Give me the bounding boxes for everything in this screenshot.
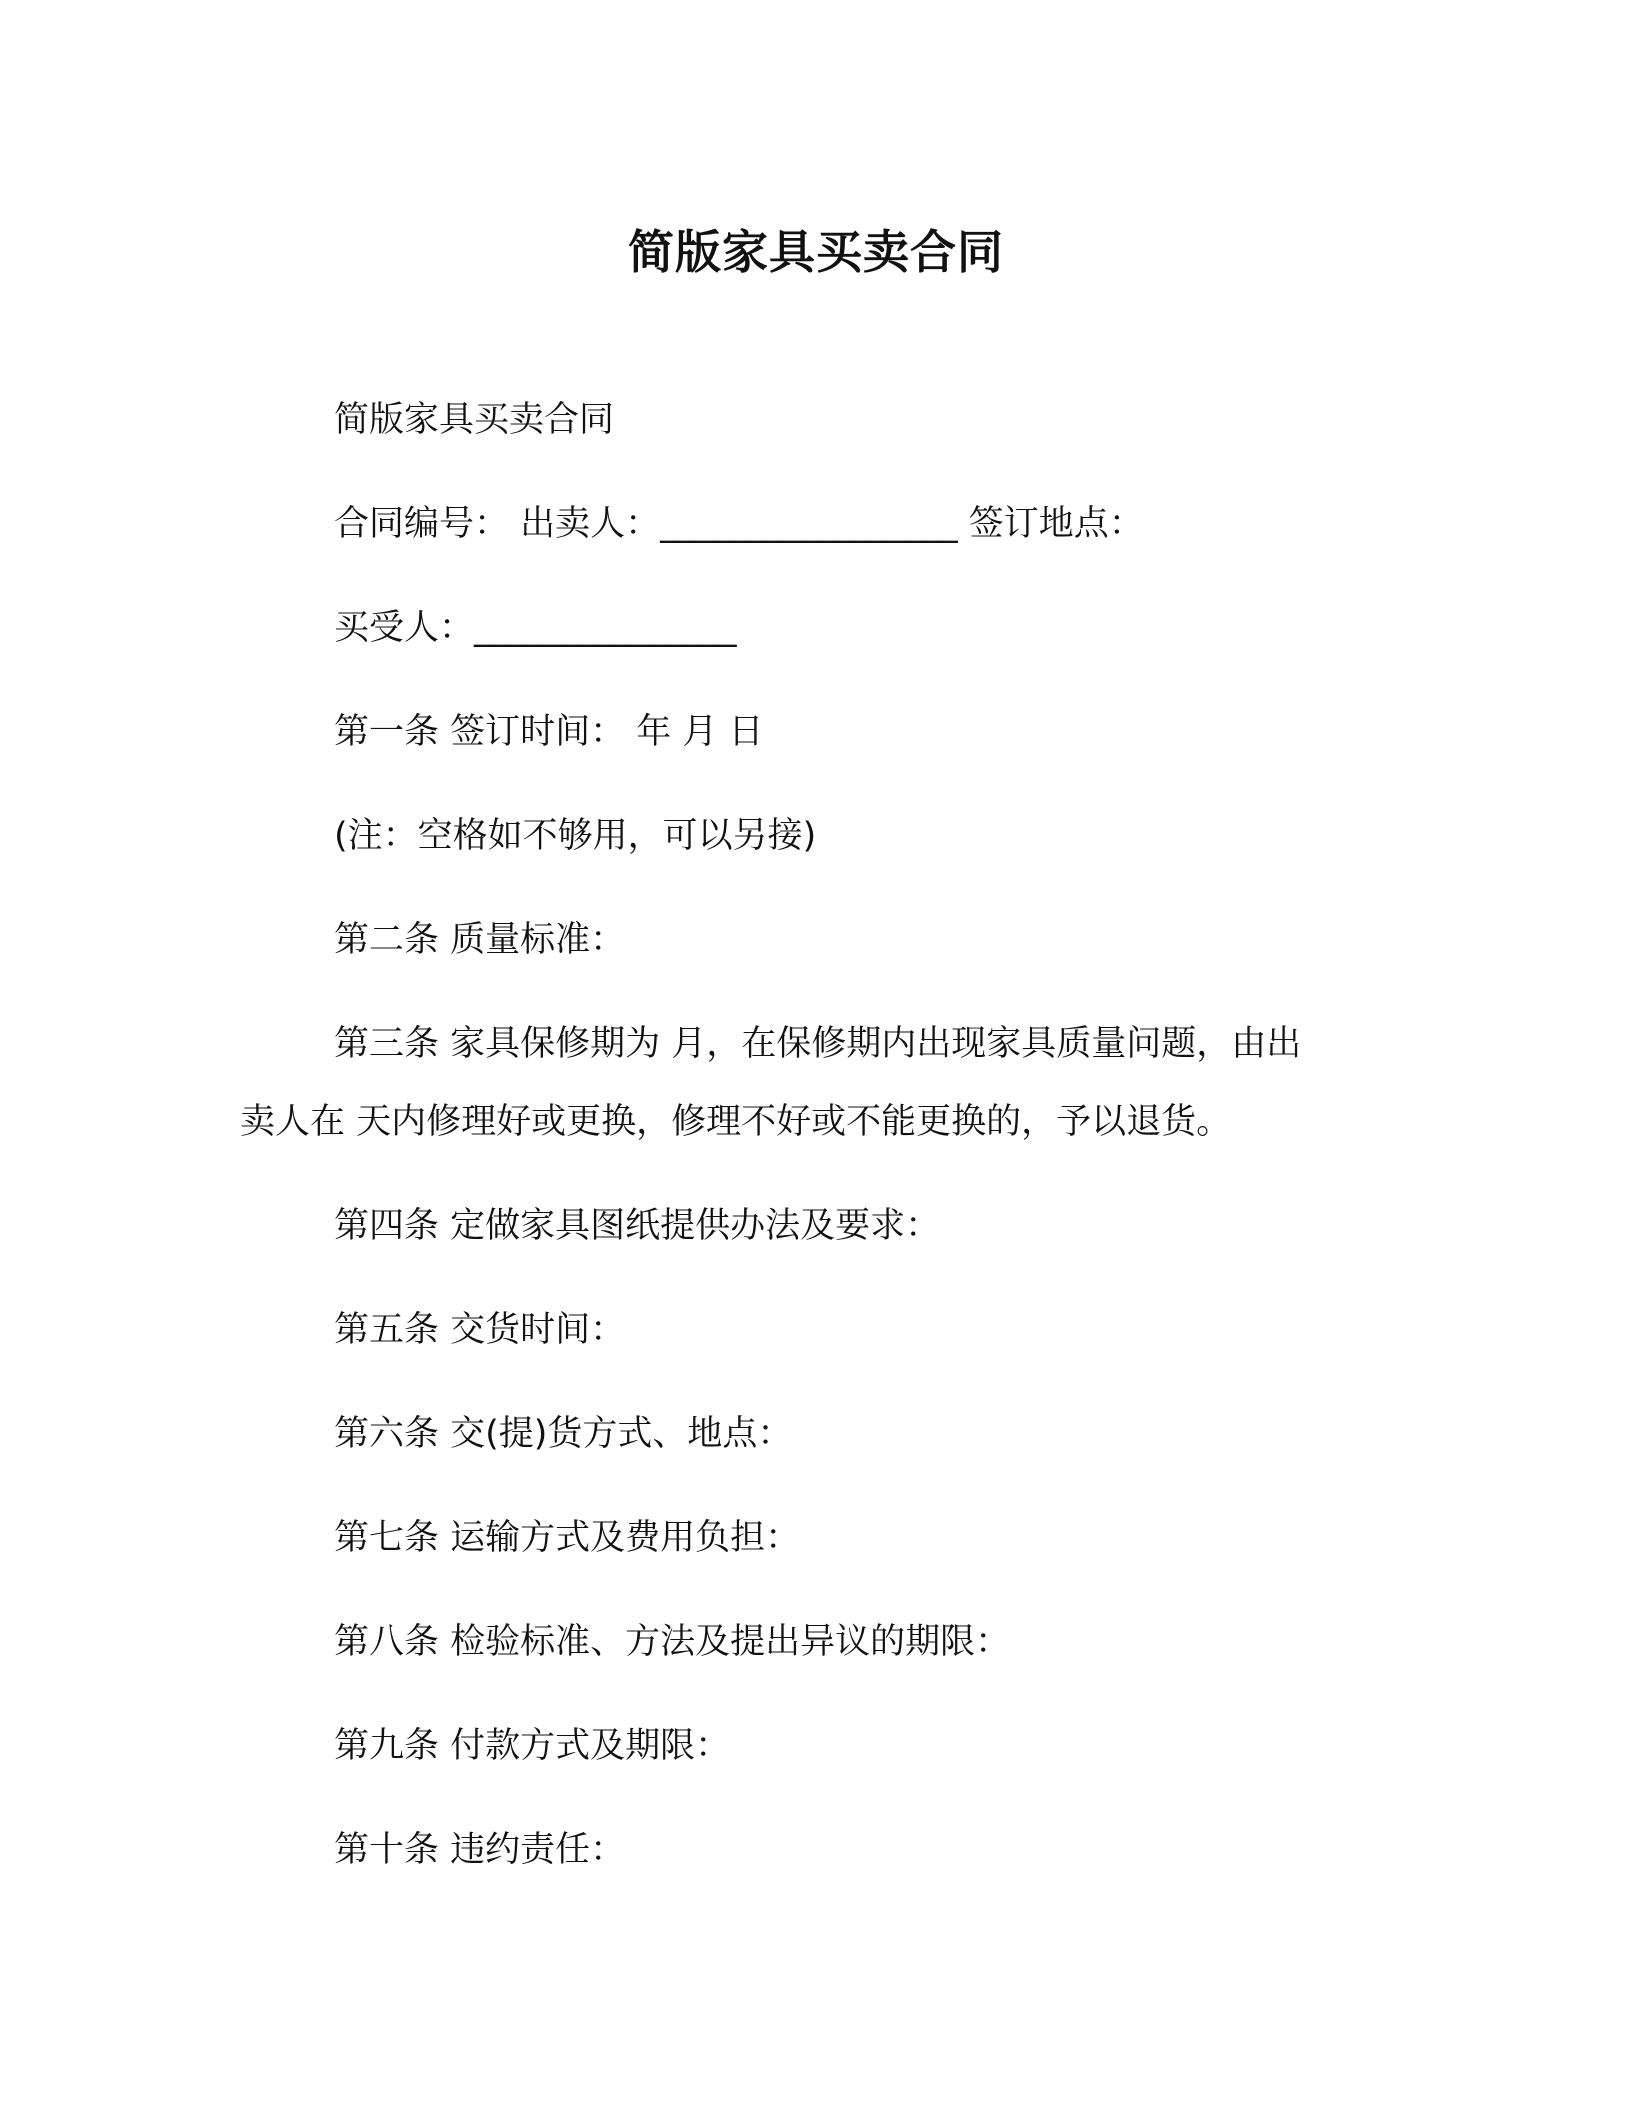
article-7-line: 第七条 运输方式及费用负担： [334, 1518, 801, 1558]
buyer-line: 买受人：_______________ [334, 608, 737, 648]
article-5-line: 第五条 交货时间： [334, 1310, 626, 1350]
article-4-line: 第四条 定做家具图纸提供办法及要求： [334, 1206, 941, 1246]
article-10-line: 第十条 违约责任： [334, 1830, 626, 1870]
article-6-line: 第六条 交(提)货方式、地点： [334, 1414, 793, 1454]
article-3-line: 第三条 家具保修期为 月，在保修期内出现家具质量问题，由出 [334, 1024, 1302, 1064]
article-9-line: 第九条 付款方式及期限： [334, 1726, 731, 1766]
article-8-line: 第八条 检验标准、方法及提出异议的期限： [334, 1622, 1011, 1662]
note-line: (注：空格如不够用，可以另接) [334, 816, 817, 856]
contract-number-seller-line: 合同编号： 出卖人：_________________ 签订地点： [334, 504, 1144, 544]
article-3-continuation-line: 卖人在 天内修理好或更换，修理不好或不能更换的，予以退货。 [240, 1102, 1232, 1142]
article-2-line: 第二条 质量标准： [334, 920, 626, 960]
article-1-line: 第一条 签订时间： 年 月 日 [334, 712, 764, 752]
document-title: 简版家具买卖合同 [628, 225, 1004, 279]
subtitle-line: 简版家具买卖合同 [334, 400, 615, 440]
